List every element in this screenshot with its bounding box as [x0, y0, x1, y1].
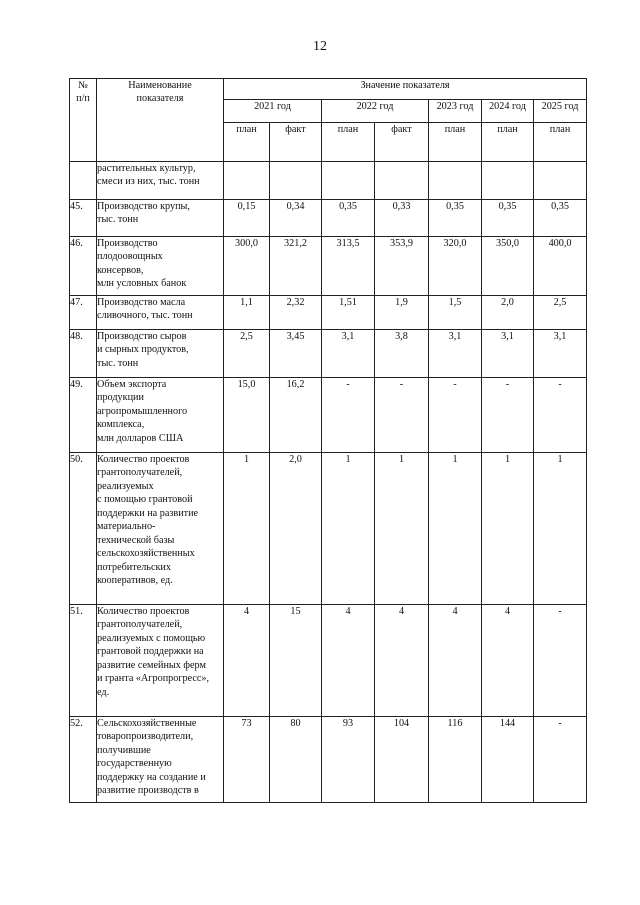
header-year-2023: 2023 год [429, 100, 482, 123]
indicator-value: 4 [429, 605, 482, 717]
header-number: № п/п [70, 79, 97, 162]
indicator-value: 2,5 [224, 330, 270, 378]
indicator-value: 4 [322, 605, 375, 717]
indicator-value: 3,1 [429, 330, 482, 378]
header-sub-4: план [429, 123, 482, 162]
row-number: 45. [70, 200, 97, 237]
table-row [70, 200, 587, 237]
indicator-value: 321,2 [270, 237, 322, 296]
indicator-value: 2,32 [270, 296, 322, 330]
page-number: 12 [313, 39, 327, 54]
indicator-value: 1 [224, 453, 270, 605]
indicator-value: 2,0 [482, 296, 534, 330]
table-row [70, 237, 587, 296]
indicator-name: Производство масла сливочного, тыс. тонн [97, 296, 224, 330]
indicator-value: 2,0 [270, 453, 322, 605]
indicator-name: растительных культур, смеси из них, тыс. тонн [97, 162, 224, 200]
indicator-value: - [534, 605, 587, 717]
row-number: 51. [70, 605, 97, 717]
indicator-value: 300,0 [224, 237, 270, 296]
table-row [70, 330, 587, 378]
indicator-value: 0,33 [375, 200, 429, 237]
header-indicator-value: Значение показателя [224, 79, 587, 100]
indicator-value: 0,35 [322, 200, 375, 237]
indicator-value: 116 [429, 717, 482, 803]
header-year-2021: 2021 год [224, 100, 322, 123]
indicator-value: 4 [224, 605, 270, 717]
row-number: 52. [70, 717, 97, 803]
indicator-value: 1 [534, 453, 587, 605]
indicator-value: 93 [322, 717, 375, 803]
indicator-value: 73 [224, 717, 270, 803]
indicator-value: 144 [482, 717, 534, 803]
indicator-value: 0,35 [534, 200, 587, 237]
indicator-value: 1,1 [224, 296, 270, 330]
header-sub-2: план [322, 123, 375, 162]
row-number: 47. [70, 296, 97, 330]
header-year-2024: 2024 год [482, 100, 534, 123]
indicator-value: - [429, 378, 482, 453]
indicator-value: 1,5 [429, 296, 482, 330]
indicator-value: 1,51 [322, 296, 375, 330]
indicator-name: Производство сыров и сырных продуктов, тыс. тонн [97, 330, 224, 378]
indicator-value: 320,0 [429, 237, 482, 296]
indicator-value: 2,5 [534, 296, 587, 330]
header-year-2025: 2025 год [534, 100, 587, 123]
header-indicator-name: Наименование показателя [97, 79, 224, 162]
table-row [70, 453, 587, 605]
indicator-value: 3,8 [375, 330, 429, 378]
indicator-value: 3,45 [270, 330, 322, 378]
indicator-name: Производство крупы, тыс. тонн [97, 200, 224, 237]
header-sub-3: факт [375, 123, 429, 162]
indicator-value: 15 [270, 605, 322, 717]
table-row [70, 605, 587, 717]
indicator-value: - [534, 378, 587, 453]
indicator-value: 1 [429, 453, 482, 605]
row-number [70, 162, 97, 200]
indicator-value: 1 [322, 453, 375, 605]
indicator-value: - [322, 378, 375, 453]
indicator-value [375, 162, 429, 200]
indicator-value: 0,15 [224, 200, 270, 237]
indicator-value: 3,1 [482, 330, 534, 378]
row-number: 46. [70, 237, 97, 296]
indicator-value: 0,34 [270, 200, 322, 237]
indicator-value: 3,1 [322, 330, 375, 378]
indicator-value: 80 [270, 717, 322, 803]
indicator-value: 15,0 [224, 378, 270, 453]
indicator-value [224, 162, 270, 200]
indicator-value: 0,35 [429, 200, 482, 237]
indicator-value: 1 [375, 453, 429, 605]
indicator-value: - [375, 378, 429, 453]
indicator-value: - [534, 717, 587, 803]
indicator-value: 313,5 [322, 237, 375, 296]
indicator-value: 16,2 [270, 378, 322, 453]
indicator-value: 1,9 [375, 296, 429, 330]
header-sub-6: план [534, 123, 587, 162]
table-row [70, 378, 587, 453]
table-row [70, 162, 587, 200]
indicator-value: 4 [375, 605, 429, 717]
indicator-value: 104 [375, 717, 429, 803]
table-row [70, 717, 587, 803]
header-sub-5: план [482, 123, 534, 162]
row-number: 50. [70, 453, 97, 605]
indicator-value [482, 162, 534, 200]
indicator-value: - [482, 378, 534, 453]
header-year-2022: 2022 год [322, 100, 429, 123]
indicator-value: 400,0 [534, 237, 587, 296]
indicator-value: 353,9 [375, 237, 429, 296]
indicator-value: 3,1 [534, 330, 587, 378]
row-number: 48. [70, 330, 97, 378]
indicator-value [270, 162, 322, 200]
indicators-table [69, 78, 587, 803]
indicator-name: Количество проектов грантополучателей, реализуемых с помощью грантовой поддержки на развитие семейных ферм и гранта «Агропрогресс», ед. [97, 605, 224, 717]
header-sub-1: факт [270, 123, 322, 162]
indicator-name: Количество проектов грантополучателей, реализуемых с помощью грантовой поддержки на развитие материально- технической базы сельскохозяйственных потребительских кооперативов, ед. [97, 453, 224, 605]
indicator-name: Объем экспорта продукции агропромышленного комплекса, млн долларов США [97, 378, 224, 453]
indicator-value: 0,35 [482, 200, 534, 237]
indicator-value [534, 162, 587, 200]
indicator-name: Сельскохозяйственные товаропроизводители, получившие государственную поддержку на создание и развитие производств в [97, 717, 224, 803]
row-number: 49. [70, 378, 97, 453]
indicator-value: 1 [482, 453, 534, 605]
indicator-value: 4 [482, 605, 534, 717]
indicator-name: Производство плодоовощных консервов, млн условных банок [97, 237, 224, 296]
indicator-value: 350,0 [482, 237, 534, 296]
indicator-value [322, 162, 375, 200]
indicator-value [429, 162, 482, 200]
table-row [70, 296, 587, 330]
header-sub-0: план [224, 123, 270, 162]
